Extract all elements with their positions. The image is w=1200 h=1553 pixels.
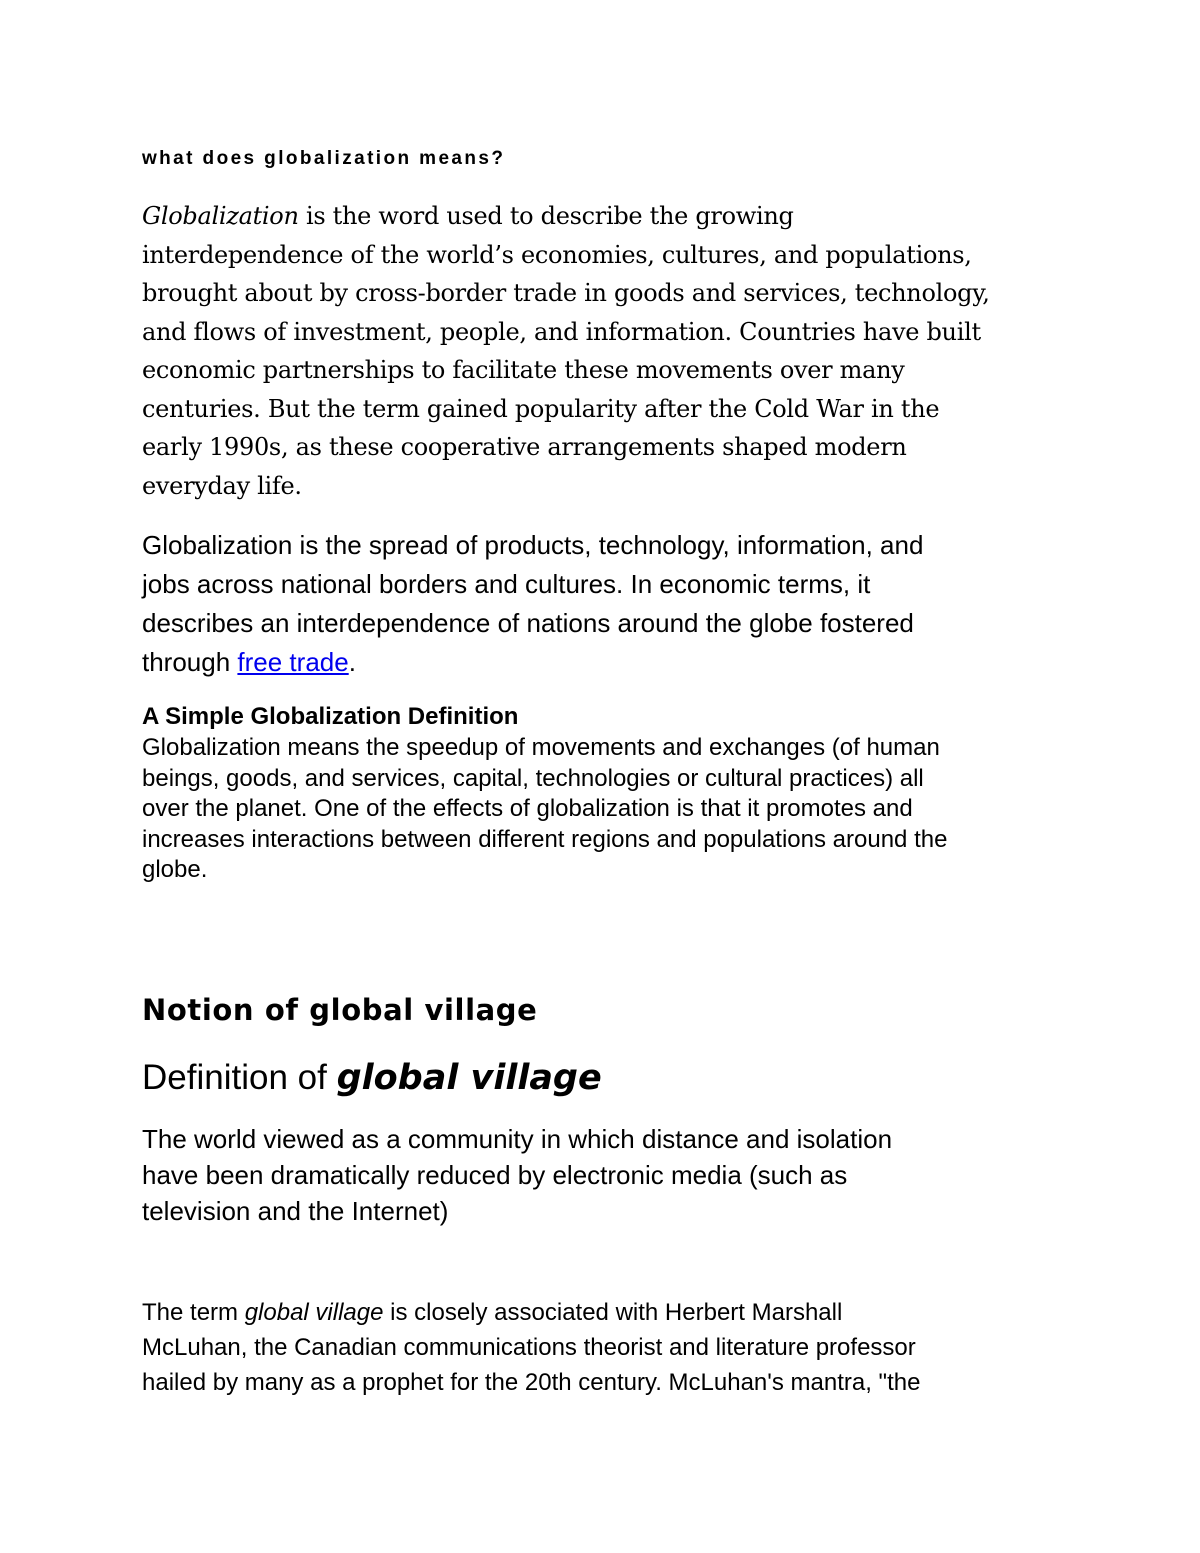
emphasis-global-village: global village (244, 1299, 384, 1326)
simple-definition-body (142, 733, 1102, 886)
term-line: hailed by many as a prophet for the 20th century. McLuhan's mantra, "the (142, 1369, 921, 1396)
para1-line: and flows of investment, people, and information. Countries have built (142, 317, 981, 346)
simple-line: increases interactions between different regions and populations around the (142, 825, 948, 853)
simple-definition-heading: A Simple Globalization Definition (142, 703, 519, 730)
term-paragraph (142, 1295, 1102, 1400)
para1-line: Globalization is the word used to describe the growing (142, 202, 794, 230)
para1-line: interdependence of the world’s economies, cultures, and populations, (142, 240, 972, 269)
simple-line: beings, goods, and services, capital, technologies or cultural practices) all (142, 764, 924, 792)
definition-line: have been dramatically reduced by electronic media (such as (142, 1160, 848, 1190)
para1-line: early 1990s, as these cooperative arrangements shaped modern (142, 433, 907, 461)
para1-line: everyday life. (142, 471, 302, 500)
para2-line: jobs across national borders and cultures. In economic terms, it (142, 569, 871, 599)
emphasis-globalization: Globalization (142, 202, 299, 230)
question-title: what does globalization means? (142, 148, 506, 169)
term-line: McLuhan, the Canadian communications theorist and literature professor (142, 1334, 916, 1361)
simple-line: over the planet. One of the effects of globalization is that it promotes and (142, 795, 913, 823)
free-trade-link[interactable]: free trade (237, 647, 349, 677)
para1-line: economic partnerships to facilitate these movements over many (142, 356, 905, 384)
para2-line: describes an interdependence of nations around the globe fostered (142, 608, 914, 638)
definition-line: The world viewed as a community in which distance and isolation (142, 1124, 893, 1154)
para1-line: centuries. But the term gained popularity after the Cold War in the (142, 394, 940, 423)
globalization-paragraph-2 (142, 526, 1102, 682)
definition-heading-emphasis: global village (336, 1058, 602, 1098)
simple-line: globe. (142, 856, 208, 884)
definition-line: television and the Internet) (142, 1196, 449, 1226)
para1-line: brought about by cross-border trade in goods and services, technology, (142, 279, 990, 307)
para2-line: Globalization is the spread of products, technology, information, and (142, 530, 924, 560)
globalization-paragraph-1 (142, 197, 1082, 505)
simple-line: Globalization means the speedup of movements and exchanges (of human (142, 734, 940, 761)
term-line: The term global village is closely associated with Herbert Marshall (142, 1299, 843, 1326)
definition-heading: Definition of global village (142, 1058, 602, 1098)
notion-global-village-heading: Notion of global village (142, 993, 538, 1027)
para2-line: through free trade. (142, 647, 356, 677)
definition-body (142, 1121, 1102, 1229)
